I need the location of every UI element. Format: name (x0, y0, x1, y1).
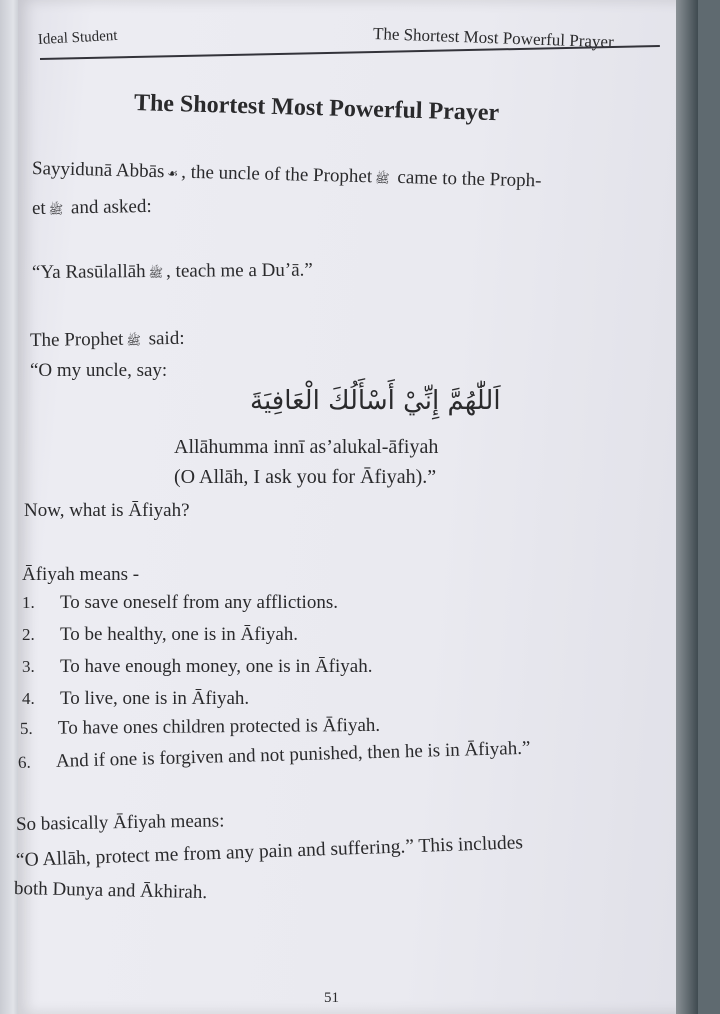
summary-line: both Dunya and Ākhirah. (13, 878, 208, 904)
text-span: , the uncle of the Prophet (180, 161, 373, 188)
paragraph-line (32, 196, 152, 220)
honorific-icon: ﷺ (126, 333, 142, 348)
honorific-icon: ☙ (167, 166, 179, 181)
page-edge (676, 0, 698, 1014)
list-item (22, 656, 372, 678)
page-number: 51 (324, 990, 339, 1006)
prophet-said-line (30, 328, 185, 352)
means-heading: Āfiyah means - (22, 564, 140, 585)
text-span: et (31, 197, 46, 219)
text-span: said: (143, 327, 185, 350)
list-number: 5. (19, 718, 33, 738)
text-span: came to the Proph- (392, 166, 542, 192)
list-item (22, 592, 338, 614)
list-number: 2. (22, 625, 35, 644)
book-page (13, 0, 698, 1014)
arabic-dua: اَللّٰهُمَّ إِنِّيْ أَسْأَلُكَ الْعَافِيَةَ (250, 386, 501, 416)
list-text: To have enough money, one is in Āfiyah. (60, 656, 373, 677)
list-text: And if one is forgiven and not punished, then he is in Āfiyah.” (55, 737, 531, 772)
list-item (22, 688, 249, 710)
header-rule (40, 45, 660, 60)
text-span: , teach me a Du’ā.” (166, 259, 313, 282)
honorific-icon: ﷺ (48, 202, 64, 217)
quote-line (32, 260, 313, 284)
list-item (20, 715, 380, 740)
o-uncle-line: “O my uncle, say: (30, 360, 168, 381)
list-number: 3. (22, 657, 35, 676)
list-text: To save oneself from any afflictions. (60, 592, 338, 613)
list-number: 6. (17, 752, 31, 772)
list-text: To have ones children protected is Āfiyah. (57, 714, 381, 739)
text-span: and asked: (66, 195, 152, 219)
honorific-icon: ﷺ (374, 171, 390, 186)
list-text: To live, one is in Āfiyah. (60, 688, 250, 709)
running-header-left: Ideal Student (37, 27, 118, 48)
list-text: To be healthy, one is in Āfiyah. (60, 624, 299, 645)
list-item (18, 738, 531, 774)
transliteration: Allāhumma innī as’alukal-āfiyah (174, 436, 439, 458)
honorific-icon: ﷺ (148, 265, 164, 280)
paragraph-line (32, 158, 542, 192)
text-span: The Prophet (29, 328, 124, 351)
text-span: Sayyidunā Abbās (31, 158, 165, 183)
text-span: “Ya Rasūlallāh (31, 261, 146, 283)
running-header-right: The Shortest Most Powerful Prayer (372, 24, 615, 52)
list-item (22, 624, 298, 646)
summary-line: “O Allāh, protect me from any pain and suffering.” This includes (15, 832, 524, 871)
question-line: Now, what is Āfiyah? (24, 500, 190, 521)
page-title: The Shortest Most Powerful Prayer (133, 90, 500, 127)
translation: (O Allāh, I ask you for Āfiyah).” (174, 466, 437, 488)
list-number: 4. (22, 689, 35, 708)
summary-line: So basically Āfiyah means: (15, 810, 225, 835)
list-number: 1. (22, 593, 35, 612)
